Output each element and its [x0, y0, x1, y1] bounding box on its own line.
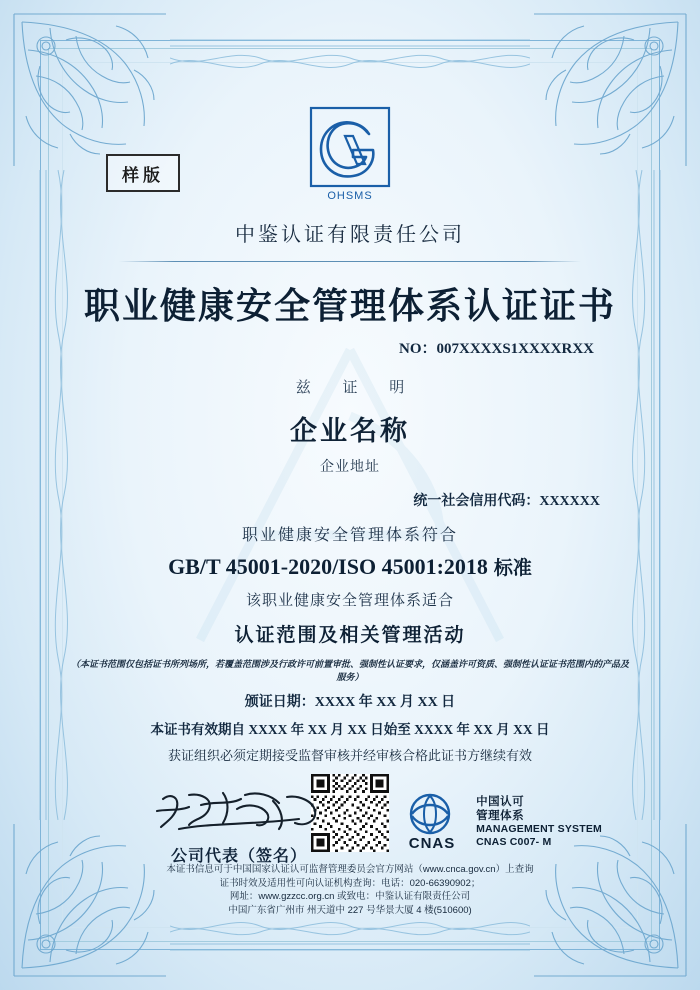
sample-stamp: 样版 [106, 154, 180, 192]
standard-code: GB/T 45001-2020/ISO 45001:2018 [168, 554, 488, 579]
handwritten-signature-icon [149, 783, 329, 837]
certificate-title: 职业健康安全管理体系认证证书 [83, 286, 616, 326]
suitability-intro: 该职业健康安全管理体系适合 [245, 593, 454, 609]
svg-text:CNAS: CNAS [408, 835, 456, 852]
certificate-footer-row [70, 756, 630, 866]
edge-ornament-right [624, 170, 670, 820]
ohsms-logo-icon [295, 106, 405, 202]
accreditation-line4: CNAS C007- M [476, 836, 552, 849]
edge-ornament-bottom [170, 914, 530, 960]
scope-note: （本证书范围仅包括证书所列场所，若覆盖范围涉及行政许可前置审批、强制性认证要求，仅涵盖许可资质、强制性认证证书范围内的产品及服务） [70, 659, 629, 682]
conformity-intro: 职业健康安全管理体系符合 [241, 527, 458, 544]
cnas-logo-icon [398, 792, 468, 852]
accreditation-text [476, 795, 602, 849]
standard-reference [70, 553, 630, 580]
certificate-number: NO：007XXXXS1XXXXRXX [398, 341, 594, 357]
surveillance-note: 获证组织必须定期接受监督审核并经审核合格此证书方继续有效 [167, 748, 532, 763]
credit-code: 统一社会信用代码：XXXXXX [413, 494, 600, 509]
footer-line-1: 本证书信息可于中国国家认证认可监督管理委员会官方网站（www.cnca.gov.cn）上查询 [166, 863, 534, 875]
title-divider [119, 261, 581, 262]
organization-address: 企业地址 [320, 460, 380, 475]
footer-line-4: 中国广东省广州市 州天道中 227 号华景大厦 4 楼(510600) [228, 905, 472, 917]
accreditation-line2: 管理体系 [476, 810, 525, 823]
validity-period: 本证书有效期自 XXXX 年 XX 月 XX 日始至 XXXX 年 XX 月 XX 日 [150, 722, 550, 737]
issuer-name: 中鉴认证有限责任公司 [235, 224, 465, 246]
hereby-certify-label: 兹 证 明 [295, 380, 419, 396]
organization-name: 企业名称 [290, 416, 410, 446]
certificate-content [70, 70, 630, 920]
footer-line-2: 证书时效及适用性可向认证机构查询：电话：020-66390902； [219, 877, 481, 889]
signature-label: 公司代表（签名） [170, 848, 307, 865]
accreditation-line1: 中国认可 [476, 796, 525, 809]
svg-text:OHSMS: OHSMS [327, 190, 373, 202]
standard-suffix: 标准 [493, 558, 532, 579]
footer-line-3: 网址：www.gzzcc.org.cn 或致电：中鉴认证有限责任公司 [229, 891, 471, 903]
signature-block [114, 783, 364, 866]
footer-fine-print [116, 863, 584, 918]
issue-date: 颁证日期：XXXX 年 XX 月 XX 日 [244, 695, 456, 710]
scope-title: 认证范围及相关管理活动 [234, 625, 466, 646]
accreditation-line3: MANAGEMENT SYSTEM [476, 823, 602, 836]
accreditation-block [398, 792, 602, 852]
